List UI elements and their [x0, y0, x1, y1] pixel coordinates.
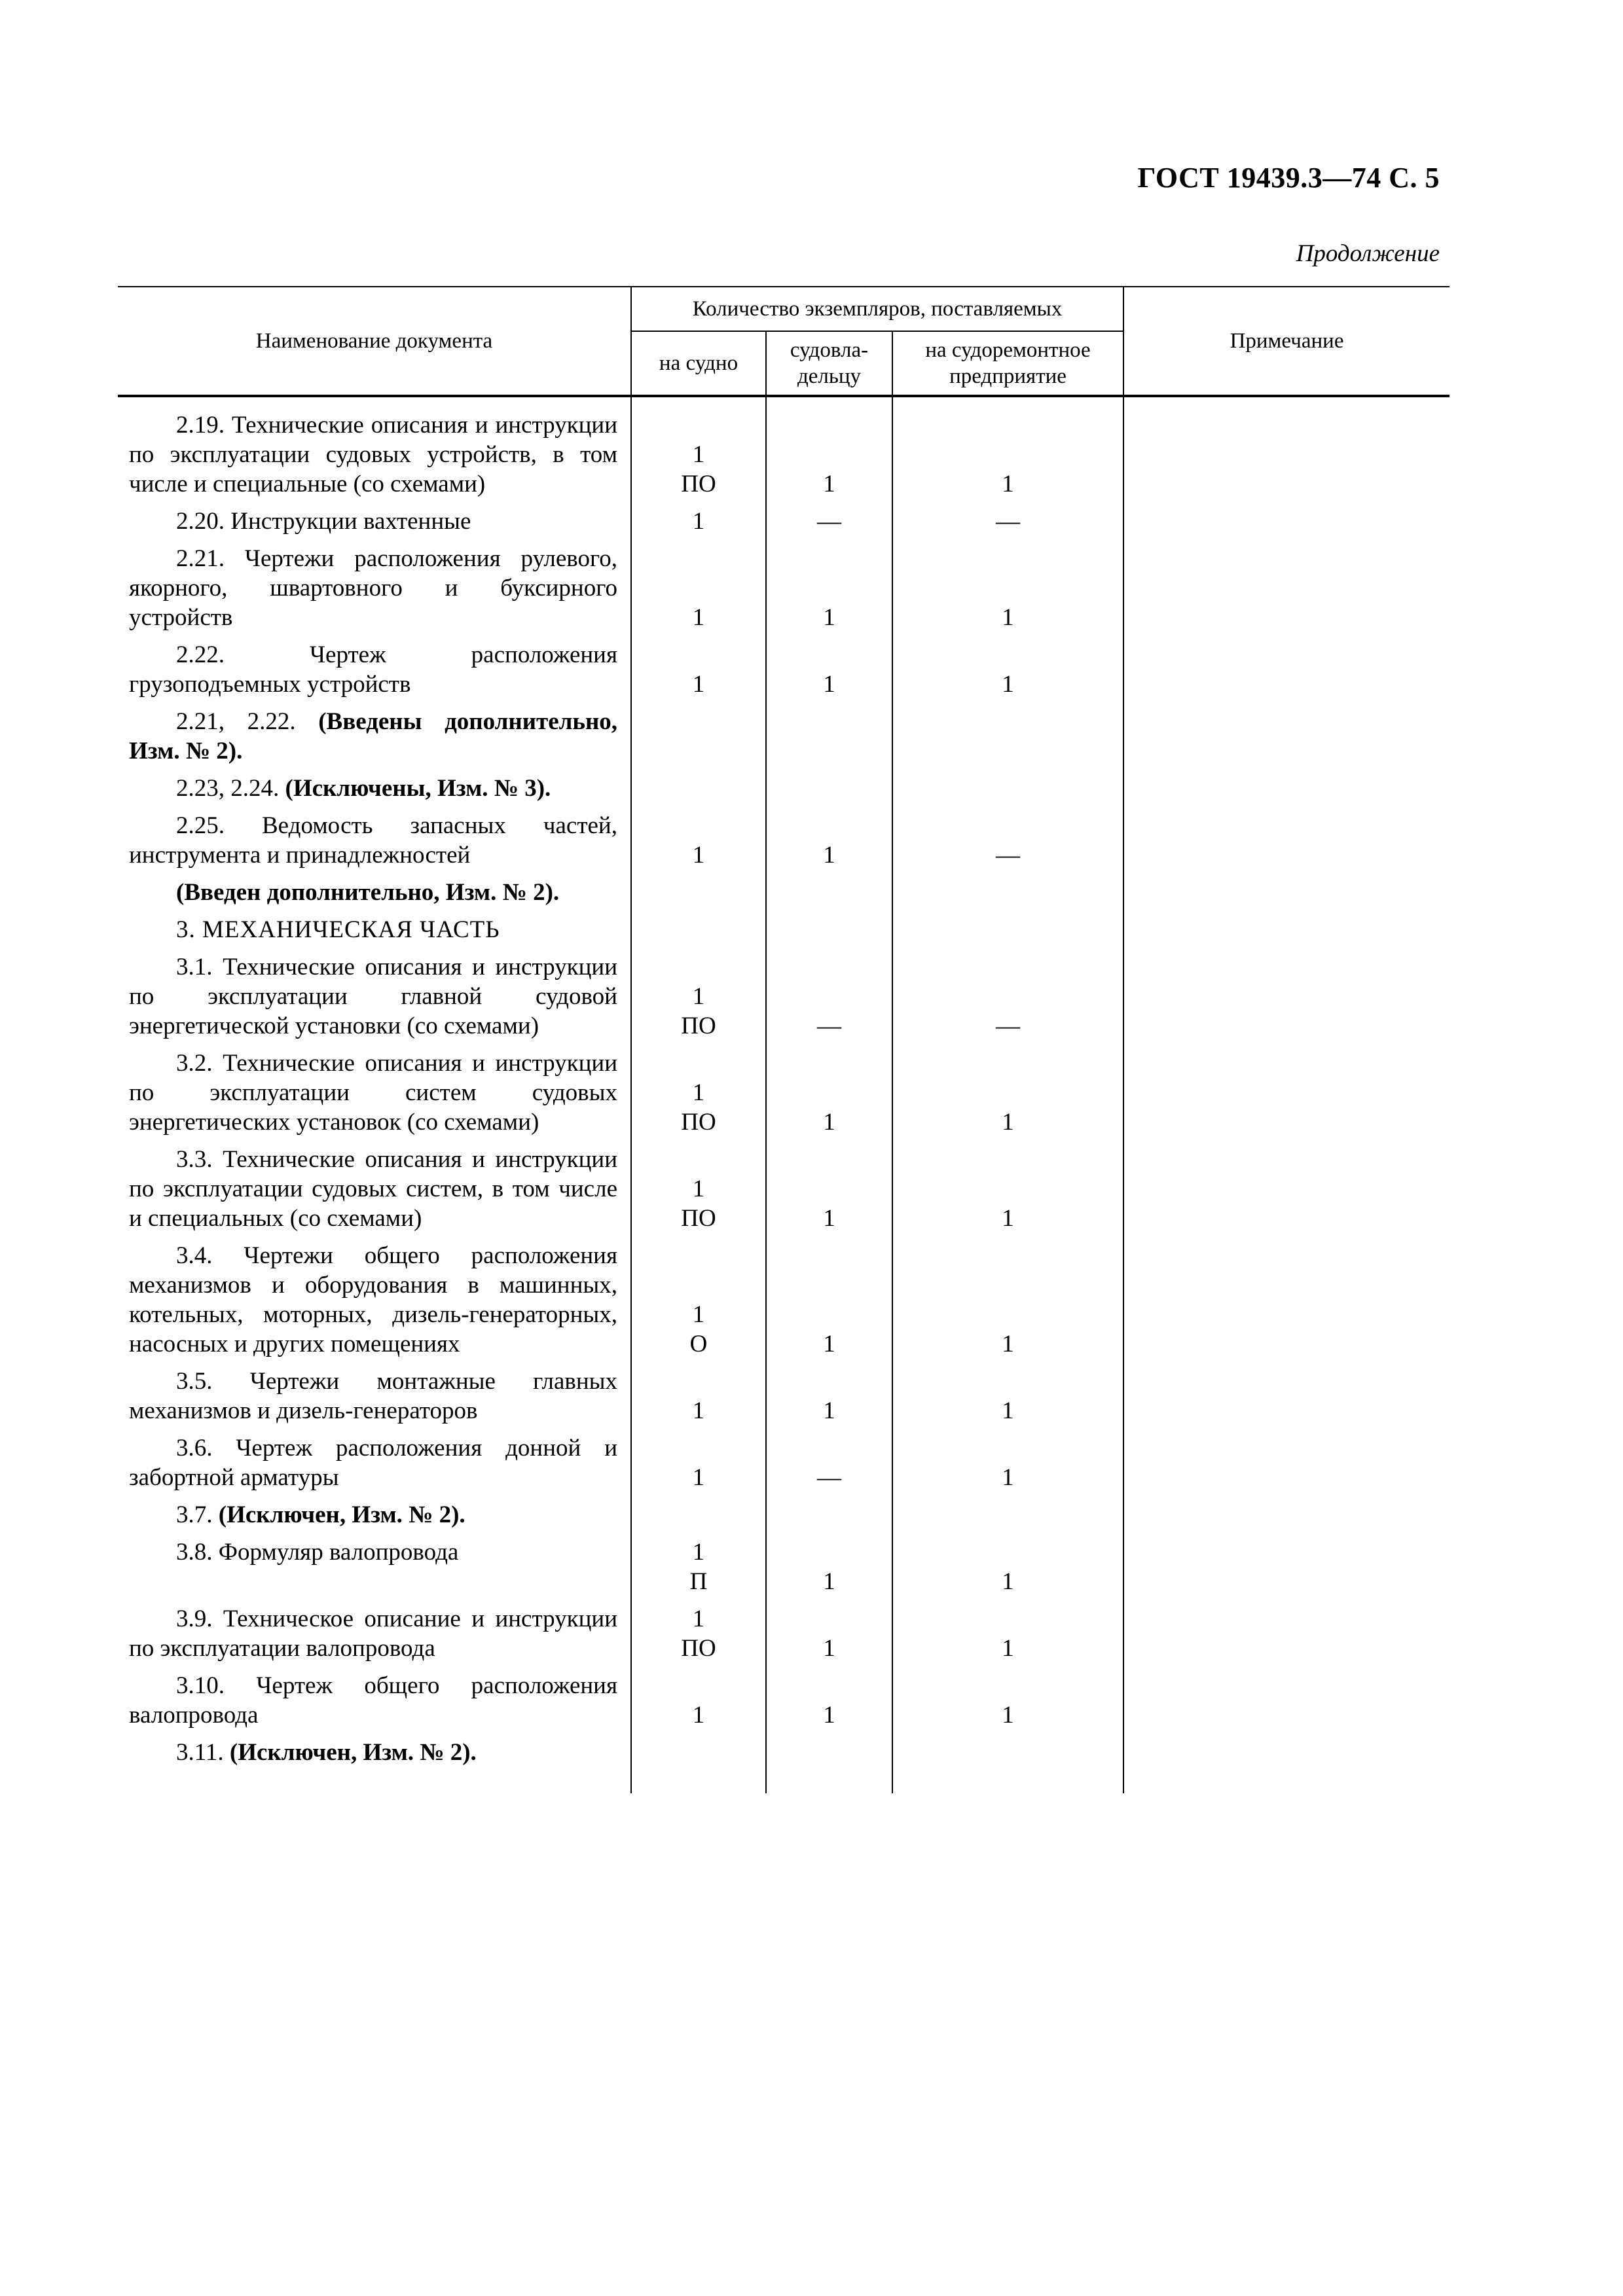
item-title: Формуляр валопровода: [218, 1539, 459, 1566]
ship-count-value: 1: [692, 1539, 705, 1566]
cell-repair-yard-count: [892, 1738, 1123, 1775]
item-number: 3.9.: [176, 1605, 213, 1632]
cell-ship-count: [631, 1671, 766, 1738]
cell-note: [1123, 1604, 1450, 1671]
item-title: Технические описания и инструкции по эксплуатации судовых устройств, в том числе и специальные (со схемами): [129, 412, 618, 497]
item-number: 2.23, 2.24.: [176, 775, 280, 802]
cell-note: [1123, 774, 1450, 811]
ship-count-value: 1: [692, 1301, 705, 1328]
cell-ship-count: [631, 640, 766, 707]
cell-note: [1123, 1049, 1450, 1145]
item-title: Чертежи расположения рулевого, якорного, швартовного и буксирного устройств: [129, 545, 617, 631]
cell-note: [1123, 507, 1450, 544]
ship-count-value: 1: [692, 1175, 705, 1202]
item-number: 3.2.: [176, 1050, 213, 1077]
table-row: [118, 878, 1450, 915]
cell-ship-count: [631, 1241, 766, 1367]
table-row: [118, 396, 1450, 507]
item-title: Техническое описание и инструкции по эксплуатации валопровода: [129, 1605, 617, 1662]
ship-count-value: 1: [692, 1464, 705, 1491]
cell-document-name: [118, 878, 631, 915]
cell-note: [1123, 707, 1450, 774]
item-title: Ведомость запасных частей, инструмента и принадлежностей: [129, 812, 617, 869]
cell-document-name: [118, 640, 631, 707]
cell-document-name: [118, 1500, 631, 1537]
item-number: 3.7.: [176, 1501, 213, 1528]
cell-repair-yard-count: 1: [892, 1241, 1123, 1367]
spacer-cell: [892, 1775, 1123, 1793]
cell-note: [1123, 915, 1450, 952]
table-row: [118, 1738, 1450, 1775]
cell-owner-count: 1: [766, 1145, 892, 1241]
cell-ship-count: [631, 1433, 766, 1500]
item-title: Чертежи монтажные главных механизмов и дизель-генераторов: [129, 1368, 617, 1424]
item-title: Чертежи общего расположения механизмов и оборудования в машинных, котельных, моторных, дизель-генераторных, насосных и других помещениях: [129, 1242, 618, 1357]
item-number: 3.3.: [176, 1146, 213, 1173]
cell-document-name: [118, 544, 631, 640]
cell-repair-yard-count: —: [892, 952, 1123, 1049]
col-header-document-name: Наименование документа: [118, 287, 631, 396]
cell-document-name: [118, 1241, 631, 1367]
cell-ship-count: [631, 774, 766, 811]
cell-repair-yard-count: 1: [892, 544, 1123, 640]
ship-count-value: 1: [692, 1605, 705, 1632]
ship-count-value: 1: [692, 1702, 705, 1729]
table-row: [118, 811, 1450, 878]
cell-repair-yard-count: —: [892, 507, 1123, 544]
cell-repair-yard-count: [892, 774, 1123, 811]
table-row: [118, 1241, 1450, 1367]
item-number: 3.6.: [176, 1435, 213, 1462]
ship-count-value: 1: [692, 441, 705, 468]
item-title: Чертеж общего расположения валопровода: [129, 1672, 618, 1729]
ship-delivery-code: ПО: [681, 471, 716, 497]
cell-ship-count: [631, 1604, 766, 1671]
ship-delivery-code: ПО: [681, 1635, 716, 1662]
spacer-cell: [1123, 1775, 1450, 1793]
cell-owner-count: 1: [766, 1671, 892, 1738]
item-number: 2.25.: [176, 812, 225, 839]
cell-ship-count: [631, 507, 766, 544]
document-table-container: [118, 286, 1450, 1793]
cell-document-name: [118, 952, 631, 1049]
cell-ship-count: [631, 878, 766, 915]
cell-document-name: [118, 1367, 631, 1433]
cell-repair-yard-count: [892, 707, 1123, 774]
table-row: [118, 1145, 1450, 1241]
cell-note: [1123, 396, 1450, 507]
item-number: 2.21, 2.22.: [176, 708, 296, 735]
ship-delivery-code: О: [689, 1331, 708, 1357]
col-header-ship: на судно: [631, 331, 766, 396]
page-header-standard: ГОСТ 19439.3—74 С. 5: [1137, 162, 1440, 194]
cell-owner-count: 1: [766, 1537, 892, 1604]
spacer-cell: [766, 1775, 892, 1793]
cell-owner-count: 1: [766, 396, 892, 507]
document-table: [118, 286, 1450, 1793]
item-number: 3.1.: [176, 954, 213, 980]
ship-count-value: 1: [692, 983, 705, 1010]
cell-owner-count: [766, 774, 892, 811]
cell-repair-yard-count: 1: [892, 1367, 1123, 1433]
cell-ship-count: [631, 811, 766, 878]
ship-delivery-code: ПО: [681, 1109, 716, 1136]
cell-repair-yard-count: [892, 915, 1123, 952]
cell-note: [1123, 1500, 1450, 1537]
ship-delivery-code: ПО: [681, 1013, 716, 1039]
col-header-owner: судовла-дельцу: [766, 331, 892, 396]
cell-repair-yard-count: 1: [892, 1433, 1123, 1500]
table-body: [118, 396, 1450, 1793]
cell-repair-yard-count: 1: [892, 1145, 1123, 1241]
cell-document-name: [118, 707, 631, 774]
cell-repair-yard-count: [892, 1500, 1123, 1537]
table-row: [118, 544, 1450, 640]
table-row: [118, 1367, 1450, 1433]
cell-owner-count: 1: [766, 1049, 892, 1145]
cell-owner-count: [766, 878, 892, 915]
table-row: [118, 1671, 1450, 1738]
cell-ship-count: [631, 1537, 766, 1604]
cell-repair-yard-count: 1: [892, 640, 1123, 707]
cell-document-name: [118, 811, 631, 878]
item-number: 2.19.: [176, 412, 225, 439]
item-number: 3.5.: [176, 1368, 213, 1395]
ship-count-value: 1: [692, 671, 705, 698]
cell-document-name: [118, 507, 631, 544]
cell-document-name: [118, 1145, 631, 1241]
item-number: 2.20.: [176, 508, 225, 535]
cell-note: [1123, 1367, 1450, 1433]
item-title: Технические описания и инструкции по эксплуатации судовых систем, в том числе и специальных (со схемами): [129, 1146, 618, 1232]
ship-delivery-code: ПО: [681, 1205, 716, 1232]
table-row: [118, 507, 1450, 544]
amendment-note: (Введен дополнительно, Изм. № 2).: [176, 879, 560, 906]
ship-count-value: 1: [692, 1079, 705, 1106]
item-title: МЕХАНИЧЕСКАЯ ЧАСТЬ: [202, 916, 500, 943]
cell-ship-count: [631, 1500, 766, 1537]
spacer-cell: [118, 1775, 631, 1793]
item-title: Инструкции вахтенные: [230, 508, 471, 535]
table-row: [118, 774, 1450, 811]
cell-ship-count: [631, 396, 766, 507]
cell-document-name: [118, 1433, 631, 1500]
item-number: 3.10.: [176, 1672, 225, 1699]
cell-owner-count: [766, 1738, 892, 1775]
table-row: [118, 1433, 1450, 1500]
cell-note: [1123, 1145, 1450, 1241]
cell-owner-count: 1: [766, 640, 892, 707]
cell-owner-count: —: [766, 952, 892, 1049]
cell-owner-count: 1: [766, 1241, 892, 1367]
cell-ship-count: [631, 544, 766, 640]
table-bottom-spacer: [118, 1775, 1450, 1793]
cell-note: [1123, 1433, 1450, 1500]
cell-note: [1123, 952, 1450, 1049]
cell-repair-yard-count: 1: [892, 1049, 1123, 1145]
cell-ship-count: [631, 1145, 766, 1241]
item-number: 2.21.: [176, 545, 225, 572]
amendment-note: (Исключен, Изм. № 2).: [229, 1739, 477, 1766]
cell-note: [1123, 1537, 1450, 1604]
table-row: [118, 640, 1450, 707]
col-header-repair-yard: на судоремонтное предприятие: [892, 331, 1123, 396]
ship-count-value: 1: [692, 1397, 705, 1424]
cell-ship-count: [631, 952, 766, 1049]
cell-repair-yard-count: 1: [892, 1604, 1123, 1671]
table-row: [118, 915, 1450, 952]
item-number: 3.8.: [176, 1539, 213, 1566]
cell-owner-count: [766, 1500, 892, 1537]
cell-note: [1123, 640, 1450, 707]
ship-count-value: 1: [692, 842, 705, 869]
amendment-note: (Введены дополнительно, Изм. № 2).: [129, 708, 618, 764]
ship-delivery-code: П: [689, 1568, 708, 1595]
spacer-cell: [631, 1775, 766, 1793]
col-header-quantity-group: Количество экземпляров, поставляемых: [631, 287, 1123, 331]
table-row: [118, 1604, 1450, 1671]
cell-note: [1123, 1738, 1450, 1775]
table-row: [118, 1049, 1450, 1145]
item-number: 2.22.: [176, 641, 225, 668]
cell-ship-count: [631, 1367, 766, 1433]
cell-owner-count: 1: [766, 544, 892, 640]
cell-owner-count: —: [766, 1433, 892, 1500]
cell-owner-count: 1: [766, 811, 892, 878]
cell-note: [1123, 1241, 1450, 1367]
cell-owner-count: —: [766, 507, 892, 544]
continuation-label: Продолжение: [1296, 240, 1440, 267]
cell-owner-count: 1: [766, 1367, 892, 1433]
item-number: 3.11.: [176, 1739, 224, 1766]
cell-document-name: [118, 915, 631, 952]
cell-note: [1123, 1671, 1450, 1738]
col-header-note: Примечание: [1123, 287, 1450, 396]
amendment-note: (Исключен, Изм. № 2).: [218, 1501, 465, 1528]
amendment-note: (Исключены, Изм. № 3).: [285, 775, 551, 802]
cell-owner-count: 1: [766, 1604, 892, 1671]
ship-count-value: 1: [692, 604, 705, 631]
table-row: [118, 952, 1450, 1049]
cell-document-name: [118, 1738, 631, 1775]
cell-ship-count: [631, 1738, 766, 1775]
table-row: [118, 1537, 1450, 1604]
table-row: [118, 1500, 1450, 1537]
table-header: [118, 287, 1450, 396]
cell-document-name: [118, 1671, 631, 1738]
cell-repair-yard-count: 1: [892, 396, 1123, 507]
cell-document-name: [118, 1049, 631, 1145]
cell-document-name: [118, 774, 631, 811]
cell-ship-count: [631, 707, 766, 774]
item-title: Чертеж расположения грузоподъемных устройств: [129, 641, 617, 698]
cell-repair-yard-count: —: [892, 811, 1123, 878]
cell-owner-count: [766, 707, 892, 774]
item-title: Технические описания и инструкции по эксплуатации главной судовой энергетической установки (со схемами): [129, 954, 618, 1039]
item-title: Чертеж расположения донной и забортной арматуры: [129, 1435, 618, 1491]
cell-repair-yard-count: [892, 878, 1123, 915]
cell-document-name: [118, 1604, 631, 1671]
table-row: [118, 707, 1450, 774]
item-number: 3.4.: [176, 1242, 213, 1269]
cell-document-name: [118, 1537, 631, 1604]
cell-ship-count: [631, 915, 766, 952]
cell-document-name: [118, 396, 631, 507]
cell-note: [1123, 811, 1450, 878]
cell-ship-count: [631, 1049, 766, 1145]
cell-repair-yard-count: 1: [892, 1671, 1123, 1738]
ship-count-value: 1: [692, 508, 705, 535]
cell-note: [1123, 878, 1450, 915]
cell-note: [1123, 544, 1450, 640]
cell-owner-count: [766, 915, 892, 952]
item-number: 3.: [176, 916, 196, 943]
cell-repair-yard-count: 1: [892, 1537, 1123, 1604]
item-title: Технические описания и инструкции по эксплуатации систем судовых энергетических установок (со схемами): [129, 1050, 618, 1136]
